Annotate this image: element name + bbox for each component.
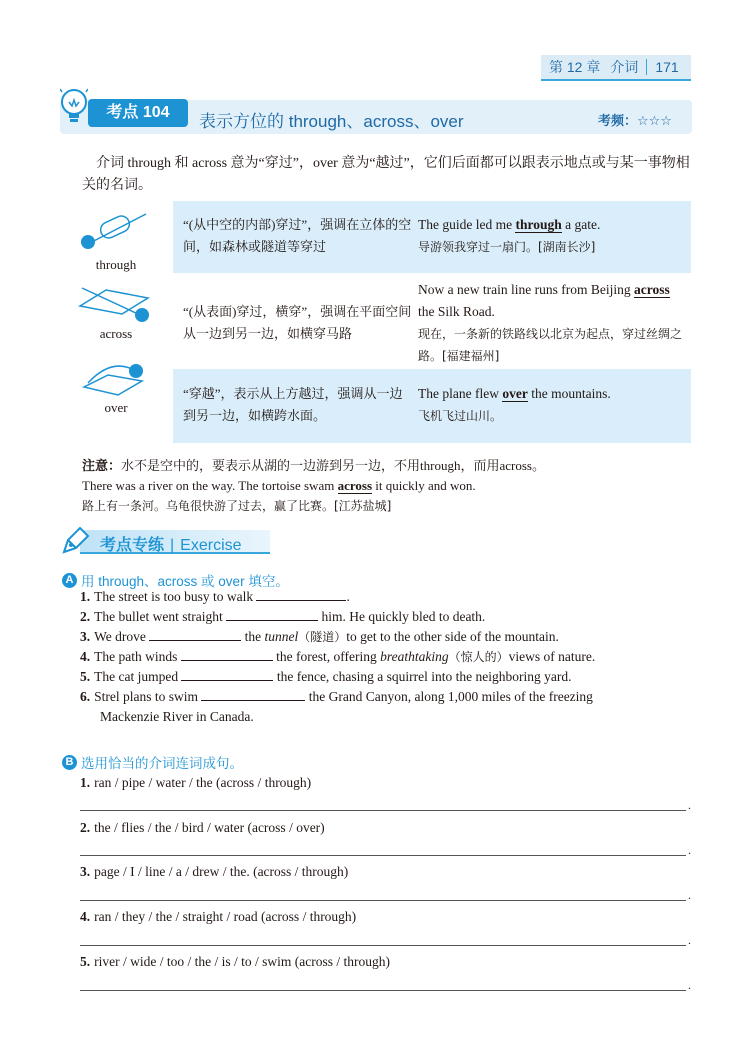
section-badge: B xyxy=(62,755,77,770)
question-number: 2. xyxy=(80,820,91,835)
question-number: 1. xyxy=(80,775,91,790)
question-text: ran / pipe / water / the (across / through) xyxy=(94,775,312,790)
question-text: . xyxy=(346,589,350,604)
question-text: The cat jumped xyxy=(94,669,179,684)
question-text: The street is too busy to walk xyxy=(94,589,254,604)
topic-frequency: 考频：☆☆☆ xyxy=(598,113,672,128)
question-text: him. He quickly bled to death. xyxy=(321,609,486,624)
example-text: The plane flew xyxy=(418,386,503,401)
topic-title: 表示方位的 through、across、over xyxy=(199,112,464,131)
answer-blank[interactable] xyxy=(256,588,346,601)
note-example: There was a river on the way. The tortoise swam xyxy=(82,478,338,493)
question-a4 xyxy=(80,647,692,667)
across-diagram-icon xyxy=(76,284,156,328)
question-text: the / flies / the / bird / water (across / over) xyxy=(94,820,325,835)
answer-line[interactable] xyxy=(80,945,686,946)
question-text: the xyxy=(244,629,265,644)
question-number: 3. xyxy=(80,864,91,879)
example-text: the mountains. xyxy=(527,386,611,401)
answer-blank[interactable] xyxy=(226,608,318,621)
question-text: views of nature. xyxy=(508,649,596,664)
question-b2 xyxy=(80,818,692,838)
end-mark: . xyxy=(688,798,691,812)
page-number: 171 xyxy=(655,59,679,75)
question-b1 xyxy=(80,773,692,793)
end-mark: . xyxy=(688,978,691,992)
question-a6 xyxy=(80,687,692,727)
exercise-title-cn: 考点专练 xyxy=(100,537,165,554)
end-mark: . xyxy=(688,888,691,902)
prep-row-over xyxy=(173,369,691,443)
question-number: 6. xyxy=(80,689,91,704)
header-divider xyxy=(646,59,647,75)
answer-line[interactable] xyxy=(80,990,686,991)
end-mark: . xyxy=(688,933,691,947)
note-block xyxy=(82,456,692,516)
note-text: 水不是空中的，要表示从湖的一边游到另一边，不用through，而用across。 xyxy=(121,458,545,473)
question-gloss: （惊人的） xyxy=(448,650,509,664)
example-text: Now a new train line runs from Beijing xyxy=(418,282,634,297)
over-diagram-icon xyxy=(80,361,154,401)
question-number: 3. xyxy=(80,629,91,644)
answer-line[interactable] xyxy=(80,855,686,856)
section-b-heading xyxy=(62,752,243,772)
exercise-title-en: Exercise xyxy=(180,537,242,554)
question-gloss: （隧道） xyxy=(298,630,347,644)
question-italic: breathtaking xyxy=(380,649,449,664)
question-number: 2. xyxy=(80,609,91,624)
question-text: ran / they / the / straight / road (across / through) xyxy=(94,909,357,924)
question-a2 xyxy=(80,607,692,627)
answer-blank[interactable] xyxy=(149,628,241,641)
answer-line[interactable] xyxy=(80,900,686,901)
question-b4 xyxy=(80,907,692,927)
intro-paragraph xyxy=(82,153,692,197)
question-number: 4. xyxy=(80,649,91,664)
question-a1 xyxy=(80,587,692,607)
page-header xyxy=(541,55,691,81)
question-number: 4. xyxy=(80,909,91,924)
exercise-title: 考点专练 | Exercise xyxy=(100,537,242,554)
question-text: the forest, offering xyxy=(276,649,381,664)
section-badge: A xyxy=(62,573,77,588)
prep-row-across xyxy=(173,273,691,369)
prep-desc: “穿越”，表示从上方越过，强调从一边到另一边，如横跨水面。 xyxy=(183,386,403,423)
keyword: across xyxy=(633,282,670,297)
example-text: The guide led me xyxy=(418,217,516,232)
question-text: Strel plans to swim xyxy=(94,689,198,704)
answer-line[interactable] xyxy=(80,810,686,811)
section-instruction: 选用恰当的介词连词成句。 xyxy=(81,756,243,771)
prep-label-through: through xyxy=(95,257,137,272)
lightbulb-icon xyxy=(60,88,88,128)
answer-blank[interactable] xyxy=(181,668,273,681)
question-a5 xyxy=(80,667,692,687)
prep-row-through xyxy=(173,201,691,273)
answer-blank[interactable] xyxy=(201,688,305,701)
prep-example xyxy=(418,214,688,258)
example-text: the Silk Road. xyxy=(418,304,495,319)
prep-desc: “(从表面)穿过，横穿”，强调在平面空间从一边到另一边，如横穿马路 xyxy=(183,304,412,341)
topic-tag: 考点 104 xyxy=(88,99,188,127)
keyword: across xyxy=(337,478,373,493)
question-text: We drove xyxy=(94,629,146,644)
section-instruction: 用 through、across 或 over 填空。 xyxy=(81,574,289,589)
keyword: through xyxy=(515,217,562,232)
intro-text: 介词 through 和 across 意为“穿过”，over 意为“越过”，它们后面都可以跟表示地点或与某一事物相关的名词。 xyxy=(82,156,690,193)
example-translation: 现在，一条新的铁路线以北京为起点，穿过丝绸之路。[福建福州] xyxy=(418,327,683,363)
note-translation: 路上有一条河。乌龟很快游了过去，赢了比赛。[江苏盐城] xyxy=(82,499,392,513)
keyword: over xyxy=(502,386,528,401)
question-text: to get to the other side of the mountain. xyxy=(346,629,559,644)
question-a3 xyxy=(80,627,692,647)
question-number: 5. xyxy=(80,669,91,684)
note-label: 注意： xyxy=(82,458,122,473)
end-mark: . xyxy=(688,843,691,857)
question-text: river / wide / too / the / is / to / swim (across / through) xyxy=(94,954,390,969)
prep-desc: “(从中空的内部)穿过”，强调在立体的空间，如森林或隧道等穿过 xyxy=(183,217,412,254)
through-diagram-icon xyxy=(78,210,152,252)
question-text: the Grand Canyon, along 1,000 miles of the freezing xyxy=(308,689,593,704)
question-italic: tunnel xyxy=(264,629,299,644)
example-translation: 导游领我穿过一扇门。[湖南长沙] xyxy=(418,240,596,254)
prep-label-across: across xyxy=(99,326,133,341)
question-text: page / I / line / a / drew / the. (across / through) xyxy=(94,864,349,879)
answer-blank[interactable] xyxy=(181,648,273,661)
question-b5 xyxy=(80,952,692,972)
question-text: The path winds xyxy=(94,649,178,664)
question-text: The bullet went straight xyxy=(94,609,223,624)
prep-label-over: over xyxy=(104,400,128,415)
example-text: a gate. xyxy=(561,217,601,232)
question-number: 1. xyxy=(80,589,91,604)
chapter-label: 第 12 章 xyxy=(549,59,601,75)
question-number: 5. xyxy=(80,954,91,969)
prep-example xyxy=(418,383,688,427)
question-text: the fence, chasing a squirrel into the neighboring yard. xyxy=(276,669,572,684)
section-label: 介词 xyxy=(610,59,639,75)
note-example: it quickly and won. xyxy=(372,478,476,493)
question-text: Mackenzie River in Canada. xyxy=(100,709,254,724)
example-translation: 飞机飞过山川。 xyxy=(418,409,503,423)
prep-example xyxy=(418,279,688,367)
pen-icon xyxy=(60,526,90,556)
question-b3 xyxy=(80,862,692,882)
